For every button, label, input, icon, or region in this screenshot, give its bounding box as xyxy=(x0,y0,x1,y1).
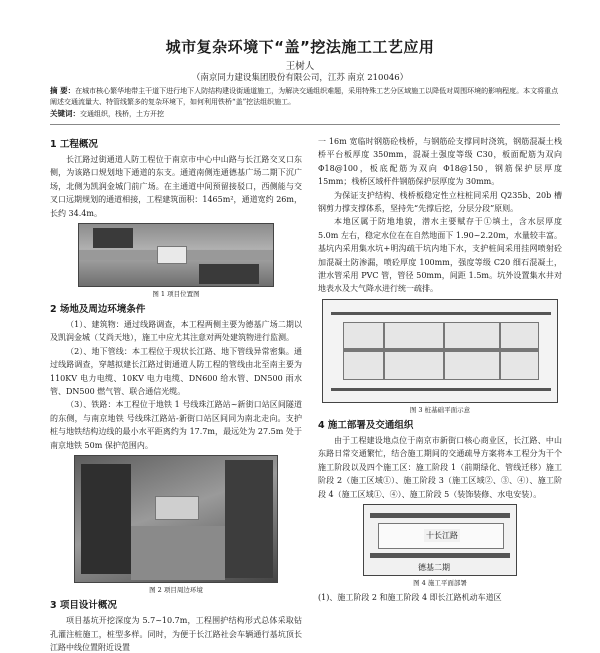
figure-4-caption: 图 4 施工平面部署 xyxy=(413,578,467,587)
figure-2-building xyxy=(225,460,273,578)
figure-3-grid-line xyxy=(443,322,445,380)
paper-title: 城市复杂环境下“盖”挖法施工工艺应用 xyxy=(165,38,435,56)
figure-2-building xyxy=(81,464,131,574)
section-2-paragraph-2: （2）、地下管线：本工程位于现状长江路、地下管线异常密集。通过线路调查，穿越拟建长江路过街通道人防工程的管线由北至南主要为110KV 电力电缆、10KV 电力电缆、DN600 给水管、DN500 雨水管、DN500 燃气管、联合通信光缆。 xyxy=(50,346,302,397)
figure-2-site-marker xyxy=(155,496,199,520)
keywords-label: 关键词： xyxy=(50,109,80,118)
figure-1-caption: 图 1 项目位置图 xyxy=(152,290,200,299)
figure-4-boundary-strip xyxy=(370,553,510,558)
figure-4-building-label: 德基二期 xyxy=(416,561,452,574)
section-3-paragraph-3: 本地区属于防地地貌，潜水主要赋存于①填土，含水层厚度 5.0m 左右，稳定水位在在自然地面下 1.90~2.20m，水量较丰富。基坑内采用集水坑+明沟疏干坑内地下水，支护桩间采用挂网喷射砼加混凝土防渗漏，喷砼厚度 100mm，强度等级 C20 细石混凝土，泄水管采用 PVC 管，管径 50mm，间距 1.5m。坑外设置集水井对地表水及大气降水进行统一疏排。 xyxy=(318,217,562,294)
section-1-heading: 1 工程概况 xyxy=(50,139,98,150)
figure-2-road xyxy=(131,526,225,580)
section-3-paragraph-2: 为保证支护结构、栈桥板稳定性立柱桩同采用 Q235b、20b 槽钢剪力撑支撑体系，坚持先“先撑后挖，分层分段”原则。 xyxy=(318,190,562,214)
right-column xyxy=(318,135,562,604)
section-2-heading: 2 场地及周边环境条件 xyxy=(50,304,146,316)
section-1-paragraph: 长江路过街通道人防工程位于南京市中心中山路与长江路交叉口东侧，为该路口规划地下通道的东支。通道南侧连通德基广场二期下沉广场，北侧为凯润金城门前广场。在主通道中间预留接驳口，西侧能与交叉口远期规划的通道相接，工程建筑面积：1465m²，通道宽约 26m，长约 34.4m。 xyxy=(50,155,302,218)
figure-3-pile-plan-diagram xyxy=(322,299,558,403)
figure-3-strut-line xyxy=(343,348,539,352)
section-3-paragraph: 项目基坑开挖深度为 5.7~10.7m，工程围护结构形式总体采取钻孔灌注桩施工，桩型多样。同时，为便于长江路社会车辆通行基坑顶长江路中线位置附近设置 xyxy=(50,616,302,652)
author: 王树人 xyxy=(285,61,315,72)
figure-1-building xyxy=(93,228,133,248)
section-2-paragraph-1: （1）、建筑物：通过线路调查，本工程两侧主要为德基广场二期以及凯润金城（艾尚天地），施工中应尤其注意对两处建筑物进行监测。 xyxy=(50,320,302,343)
abstract-text: 在城市核心繁华地带主干道下进行地下人防结构建设街通道施工，为解决交通组织难题，采用特殊工艺分区域施工以降低对周围环境的影响程度。本文将重点阐述交通流量大、特管线繁多的复杂环境下，如何利用铁桥“盖”挖法组织施工。 xyxy=(50,87,559,106)
figure-3-grid-line xyxy=(383,322,385,380)
section-4-heading: 4 施工部署及交通组织 xyxy=(318,419,414,431)
figure-3-boundary-line xyxy=(331,388,551,391)
figure-3-grid-line xyxy=(499,322,501,380)
left-column xyxy=(50,135,302,653)
figure-2-surroundings-photo xyxy=(74,455,278,583)
figure-3-boundary-line xyxy=(331,312,551,315)
section-4-paragraph: 由于工程建设地点位于南京市新街口核心商业区，长江路、中山东路日常交通繁忙，结合施工期间的交通疏导方案将本工程分为干个施工阶段以及四个施工区：施工阶段 1（前期绿化、管线迁移）施工阶段 2（施工区域①）、施工阶段 3（施工区域②、③、④）、施工阶段 4（施工区域①、④）、施工阶段 5（装饰装修、水电安装）。 xyxy=(318,435,562,499)
header-divider xyxy=(50,124,560,125)
section-3-heading: 3 项目设计概况 xyxy=(50,600,117,612)
keywords xyxy=(50,108,560,119)
affiliation: （南京同力建设集团股份有限公司，江苏 南京 210046） xyxy=(191,73,409,83)
figure-4-road-label: 十长江路 xyxy=(424,529,460,542)
figure-4-boundary-strip xyxy=(370,513,510,518)
section-4-tail-text: (1)、施工阶段 2 和施工阶段 4 即长江路机动车道区 xyxy=(318,592,502,602)
figure-4-construction-layout xyxy=(363,504,517,576)
figure-1-site-marker xyxy=(157,246,187,264)
abstract xyxy=(50,85,560,108)
figure-1-location-photo xyxy=(78,223,274,287)
section-3-continued-paragraph: 一 16m 宽临时钢筋砼栈桥，与钢筋砼支撑同时浇筑，钢筋混凝土栈桥平台板厚度 350mm，混凝土强度等级 C30，板面配筋为双向 Φ18@100，板底配筋为双向 Φ18@150，钢筋保护层厚度 15mm；栈桥区域杆件钢筋保护层厚度为 30mm。 xyxy=(318,137,562,187)
abstract-label: 摘 要： xyxy=(50,86,76,95)
keywords-text: 交通组织，栈桥，土方开挖 xyxy=(80,110,164,118)
figure-1-building xyxy=(199,264,259,284)
section-2-paragraph-3: （3）、铁路：本工程位于地铁 1 号线珠江路站~新街口站区间隧道的东侧，与南京地铁 号线珠江路站-新街口站区间同为南北走向。支护桩与地铁结构边线的最小水平距离约为 17.7m，最远处为 27.5m 处于南京地铁 50m 保护范围内。 xyxy=(50,400,302,450)
figure-2-caption: 图 2 项目周边环境 xyxy=(149,586,203,595)
figure-3-caption: 图 3 桩基础平面示意 xyxy=(409,405,471,414)
